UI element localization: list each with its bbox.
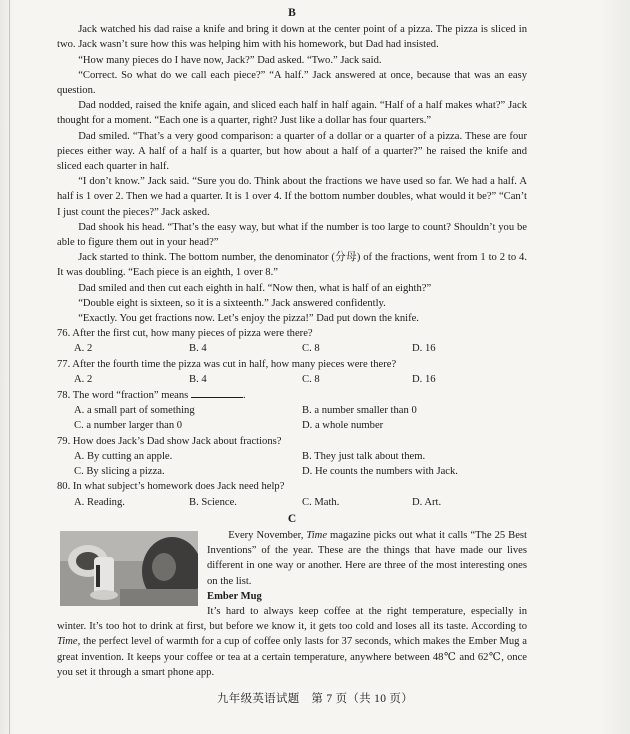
option-b: B. 4 — [189, 343, 207, 355]
option-b: B. a number smaller than 0 — [302, 405, 417, 417]
passage-b-paragraph: Dad nodded, raised the knife again, and sliced each half in half again. “Half of a half makes what?” Jack thought for a moment. “Each one is a quarter, right? Just like a dollar has four quarters.” — [57, 100, 527, 127]
passage-b-paragraph: Dad shook his head. “That’s the easy way, but what if the number is too large to count? Shouldn’t you be able to figure them out in your head?” — [57, 221, 527, 249]
question-78-options-row2 — [57, 418, 527, 433]
page-footer: 九年级英语试题 第 7 页（共 10 页） — [216, 693, 414, 705]
passage-b-paragraph: “Double eight is sixteen, so it is a sixteenth.” Jack answered confidently. — [78, 297, 386, 309]
option-d: D. He counts the numbers with Jack. — [302, 466, 458, 478]
question-77-options — [57, 372, 527, 387]
option-b: B. 4 — [189, 373, 207, 385]
passage-b-paragraph: “I don’t know.” Jack said. “Sure you do. Think about the fractions we have used so far. We had a half. A half is 1 over 2. Then we had a quarter. It is 1 over 4. If the bottom number doubles, what would it be?” “Can’t I just count the pieces?” Jack asked. — [57, 176, 527, 218]
option-a: A. a small part of something — [74, 405, 195, 417]
option-c: C. Math. — [302, 496, 340, 508]
question-78-options-row1 — [57, 403, 527, 418]
section-c-heading: C — [287, 512, 297, 525]
passage-b-paragraph: “Exactly. You get fractions now. Let’s enjoy the pizza!” Dad put down the knife. — [78, 313, 419, 325]
option-a: A. By cutting an apple. — [74, 450, 173, 462]
passage-b-paragraph: Jack watched his dad raise a knife and bring it down at the center point of a pizza. The pizza is sliced in two. Jack wasn’t sure how this was helping him with his homework, but Dad had insisted. — [57, 24, 527, 51]
passage-b-paragraph: “Correct. So what do we call each piece?” “A half.” Jack answered at once, because that was an easy question. — [57, 69, 527, 97]
answer-blank — [191, 387, 243, 398]
option-b: B. They just talk about them. — [302, 450, 426, 462]
ember-mug-photo — [60, 531, 198, 606]
question-79-options-row1 — [57, 449, 527, 464]
ember-mug-subheading: Ember Mug — [207, 590, 262, 602]
intro-text-pre: Every November, — [228, 529, 307, 541]
option-c: C. a number larger than 0 — [74, 420, 183, 432]
magazine-name: Time — [57, 636, 78, 648]
option-d: D. a whole number — [302, 420, 384, 432]
intro-text-post: magazine picks out what it calls “The 25 Best Inventions” of the year. These are the things that have made our lives different in one way or another. Here are three of the most interesting ones on the list. — [207, 529, 528, 587]
passage-b-paragraph: Jack started to think. The bottom number, the denominator (分母) of the fractions, went from 1 to 2 to 4. It was doubling. “Each piece is an eighth, 1 over 8.” — [57, 252, 527, 279]
section-c-intro — [207, 528, 527, 589]
question-80-stem: 80. In what subject’s homework does Jack need help? — [57, 481, 285, 493]
option-d: D. 16 — [412, 343, 436, 355]
passage-b-paragraph: Dad smiled and then cut each eighth in half. “Now then, what is half of an eighth?” — [78, 282, 432, 294]
option-a: A. 2 — [74, 343, 93, 355]
option-b: B. Science. — [189, 496, 237, 508]
question-78-stem — [57, 387, 527, 403]
option-d: D. 16 — [412, 373, 436, 385]
section-b-heading: B — [288, 7, 296, 19]
passage-b-paragraph: “How many pieces do I have now, Jack?” Dad asked. “Two.” Jack said. — [78, 54, 382, 66]
question-78-text: 78. The word “fraction” means — [57, 390, 189, 402]
option-d: D. Art. — [412, 496, 442, 508]
option-c: C. By slicing a pizza. — [74, 466, 165, 478]
option-a: A. Reading. — [74, 496, 125, 508]
question-76-options — [57, 341, 527, 356]
ember-mug-paragraph — [57, 604, 527, 680]
question-79-stem: 79. How does Jack’s Dad show Jack about fractions? — [57, 435, 282, 447]
section-c — [57, 512, 527, 680]
option-c: C. 8 — [302, 373, 320, 385]
option-c: C. 8 — [302, 343, 320, 355]
magazine-name: Time — [306, 529, 328, 541]
option-a: A. 2 — [74, 373, 93, 385]
passage-b-paragraph: Dad smiled. “That’s a very good comparison: a quarter of a dollar or a quarter of a pizza. These are four pieces either way. A half of a half is a quarter, but how about a half of a quarter?” he raised the knife and sliced each quarter in half. — [57, 130, 527, 173]
question-79-options-row2 — [57, 464, 527, 479]
section-c-intro-block — [207, 528, 527, 604]
photo-illustration — [60, 531, 198, 606]
question-80-options — [57, 495, 527, 510]
binding-margin-line — [9, 0, 10, 734]
question-78-end: . — [242, 390, 246, 402]
page-content — [57, 6, 527, 680]
body-text-post: , the perfect level of warmth for a cup of coffee only lasts for 37 seconds, which makes the Ember Mug a great invention. It keeps your coffee or tea at a certain temperature, anywhere between 48℃ and 62℃, once you set it through a smart phone app. — [57, 636, 527, 678]
body-text-pre: It’s hard to always keep coffee at the right temperature, especially in winter. It’s too hot to drink at first, but before we know it, it gets too cold and loses all its taste. According to — [57, 605, 527, 633]
question-77-stem: 77. After the fourth time the pizza was cut in half, how many pieces were there? — [57, 358, 397, 370]
question-76-stem: 76. After the first cut, how many pieces of pizza were there? — [57, 328, 313, 340]
